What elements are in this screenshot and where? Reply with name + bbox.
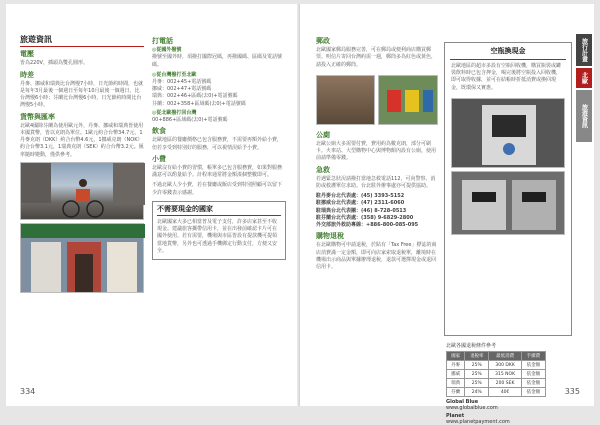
emergency-line-2: 駐挪威台北代表處：(47) 2311-6060	[316, 200, 405, 207]
bottle-return-box	[444, 42, 572, 336]
table-cell: 依金額	[521, 370, 545, 379]
return-slot-photo	[451, 171, 565, 235]
section-title: 旅遊資訊	[20, 34, 144, 47]
tips-text: 北歐沒有給小費的習慣，帳單多已包含服務費，如果對服務滿意可以酌量給予。計程車通常將金額湊個整數即可。	[152, 165, 283, 179]
right-page-number: 335	[564, 387, 580, 396]
voltage-heading: 電壓	[20, 50, 34, 59]
storefront-photo	[20, 223, 144, 293]
toilet-heading: 公廁	[316, 130, 330, 139]
voltage-text: 皆為220V，插頭為雙孔圓形。	[20, 60, 88, 67]
cashless-notice-text: 北歐國家大多已相當普及電子支付，許多店家甚至不收現金。建議旅客攜帶信用卡，並在出發前確認卡片可在國外使用。若有需要，機場與市區皆設有提款機可提領當地貨幣，另外也可透過手機綁定行動支付，方便又安全。	[157, 219, 278, 254]
phone-sub-taiwan-to-nordic: ◎從台灣撥打至北歐	[152, 71, 197, 78]
phone-sub-international: ◎從國外撥號	[152, 47, 182, 54]
tax-fee-table	[446, 351, 546, 397]
link-url[interactable]: www.planetpayment.com	[446, 419, 510, 425]
table-cell: 25%	[465, 370, 489, 379]
bottle-return-title: 空瓶換現金	[450, 43, 566, 60]
table-cell: 瑞典	[447, 379, 465, 388]
phone-line-1: 丹麥：002+45+電話號碼	[152, 79, 212, 86]
return-slot-icon	[452, 172, 566, 236]
table-cell: 40€	[489, 388, 521, 397]
tips-heading: 小費	[152, 154, 166, 163]
table-row	[447, 370, 546, 379]
table-header-row	[447, 352, 546, 361]
side-tab-strip	[574, 34, 594, 144]
table-cell: 挪威	[447, 370, 465, 379]
link-planet	[446, 413, 546, 425]
right-column-1	[316, 34, 438, 274]
table-header: 最低消費	[489, 352, 521, 361]
table-header: 手續費	[521, 352, 545, 361]
mailbox-photo	[378, 75, 438, 125]
left-page	[6, 4, 300, 406]
link-global-blue	[446, 399, 546, 411]
table-cell: 24%	[465, 388, 489, 397]
tab-nordic[interactable]: 北歐	[576, 68, 592, 88]
phone-heading: 打電話	[152, 37, 173, 45]
emergency-line-5: 外交部旅外救助專線：+886-800-085-095	[316, 222, 419, 229]
currency-text: 北歐4國除芬蘭為使用歐元外，丹麥、挪威和瑞典皆使用本國貨幣，皆以克朗為單位。1歐元約合台幣34.7元，1丹麥克朗（DKK）約合台幣4.6元，1挪威克朗（NOK）約合台幣3.1元，1瑞典克朗（SEK）約合台幣3.2元。匯率隨時變動，僅供參考。	[20, 122, 144, 158]
table-row	[447, 361, 546, 370]
post-heading: 郵政	[316, 37, 330, 45]
post-text: 北歐國家郵局服務完善，可在郵局或便利商店購買郵票。明信片寄回台灣約需一週，郵筒多為紅色或黃色，請投入正確的郵筒。	[316, 47, 437, 68]
phone-line-4: 芬蘭：002+358+區域碼(去0)+電話號碼	[152, 100, 246, 107]
phone-line-5: 00+886+區域碼(去0)+電話號碼	[152, 117, 228, 124]
phone-line-2: 挪威：002+47+電話號碼	[152, 86, 212, 93]
cyclist-illustration-icon	[21, 163, 145, 221]
table-cell: 芬蘭	[447, 388, 465, 397]
return-machine-photo	[451, 98, 565, 168]
tax-refund-text: 在北歐購物可申請退稅，於貼有「Tax Free」標誌的商店消費滿一定金額，即可向店家索取退稅單，離境時在機場出示商品與單據辦理退稅，退款可選擇現金或退回信用卡。	[316, 242, 437, 271]
emergency-line-1: 駐丹麥台北代表處：(45) 3393-5152	[316, 193, 405, 200]
table-row	[447, 379, 546, 388]
table-header: 退稅率	[465, 352, 489, 361]
link-name: Global Blue	[446, 399, 479, 405]
phone-intl-text: 撥號至國外時，須撥打國際冠碼，再撥國碼、區碼及電話號碼。	[152, 54, 283, 68]
currency-heading: 貨幣與匯率	[20, 112, 55, 121]
table-row	[447, 388, 546, 397]
fee-table-caption: 北歐各國退稅條件參考	[446, 343, 497, 349]
mailbox-icon	[379, 76, 439, 126]
dining-text: 北歐地區的餐廳價格已包含服務費，不需要再額外給小費，但若享受到特別好的服務，可以視情況給予小費。	[152, 137, 283, 151]
toilet-text: 北歐公廁大多需要付費，費用約為數克朗，部分可刷卡。火車站、大型購物中心與博物館內設有公廁，使用前請準備零錢。	[316, 141, 437, 162]
table-header: 國家	[447, 352, 465, 361]
cashless-notice-box	[152, 201, 286, 260]
table-cell: 依金額	[521, 388, 545, 397]
table-cell: 200 SEK	[489, 379, 521, 388]
table-cell: 25%	[465, 379, 489, 388]
table-cell: 依金額	[521, 379, 545, 388]
post-photos	[316, 72, 438, 128]
tab-travel-plan[interactable]: 旅行計畫	[576, 34, 592, 66]
storefront-illustration-icon	[21, 224, 145, 294]
table-cell: 丹麥	[447, 361, 465, 370]
tab-travel-info[interactable]: 旅遊資訊	[576, 90, 592, 142]
phone-sub-nordic-to-taiwan: ◎從北歐撥打回台灣	[152, 109, 197, 116]
link-name: Planet	[446, 413, 465, 419]
emergency-text: 若遇緊急狀況請撥打當地急救電話112，可向警察、消防或救護單位求助。台北駐外辦事處亦可提供協助。	[316, 175, 436, 190]
phone-line-3: 瑞典：002+46+區碼(去0)+電話號碼	[152, 93, 238, 100]
street-cyclist-photo	[20, 162, 144, 220]
table-cell: 315 NOK	[489, 370, 521, 379]
table-cell: 300 DKK	[489, 361, 521, 370]
table-cell: 依金額	[521, 361, 545, 370]
table-cell: 25%	[465, 361, 489, 370]
emergency-line-4: 駐芬蘭台北代表處：(358) 9-6829-2800	[316, 214, 414, 221]
tax-refund-heading: 購物退稅	[316, 232, 344, 241]
link-url[interactable]: www.globalblue.com	[446, 405, 498, 411]
bottle-return-photos	[445, 98, 571, 235]
tax-fee-section	[446, 342, 546, 425]
building-photo	[316, 75, 375, 125]
left-column-2	[152, 34, 286, 260]
right-page	[300, 4, 594, 425]
emergency-line-3: 駐瑞典台北代表團：(46) 8-728-0513	[316, 207, 407, 214]
emergency-heading: 急救	[316, 165, 330, 174]
timezone-text: 丹麥、挪威和瑞典比台灣慢7小時，日光節約時間，也就是每年3月最後一個週日至每年10月最後一個週日，比台灣慢6小時；芬蘭比台灣慢6小時，日光節約時間比台灣慢5小時。	[20, 80, 144, 109]
bottle-return-text: 北歐地區的超市多設有空瓶回收機，購買瓶裝或罐裝飲料時已包含押金，喝完後將空瓶投入回收機，即可取得收據，並可在結帳時折抵消費或換回現金，既環保又實惠。	[451, 63, 562, 91]
return-machine-icon	[452, 99, 566, 169]
tips-text-2: 不過北歐人少小費，若在餐廳或飯店受到特別照顧可以留下少許零錢表示感謝。	[152, 182, 283, 196]
dining-heading: 飲食	[152, 127, 166, 136]
left-page-number: 334	[20, 387, 36, 396]
left-column-1	[20, 34, 144, 296]
timezone-heading: 時差	[20, 70, 34, 79]
cashless-notice-title: 不需要現金的國家	[157, 206, 281, 216]
